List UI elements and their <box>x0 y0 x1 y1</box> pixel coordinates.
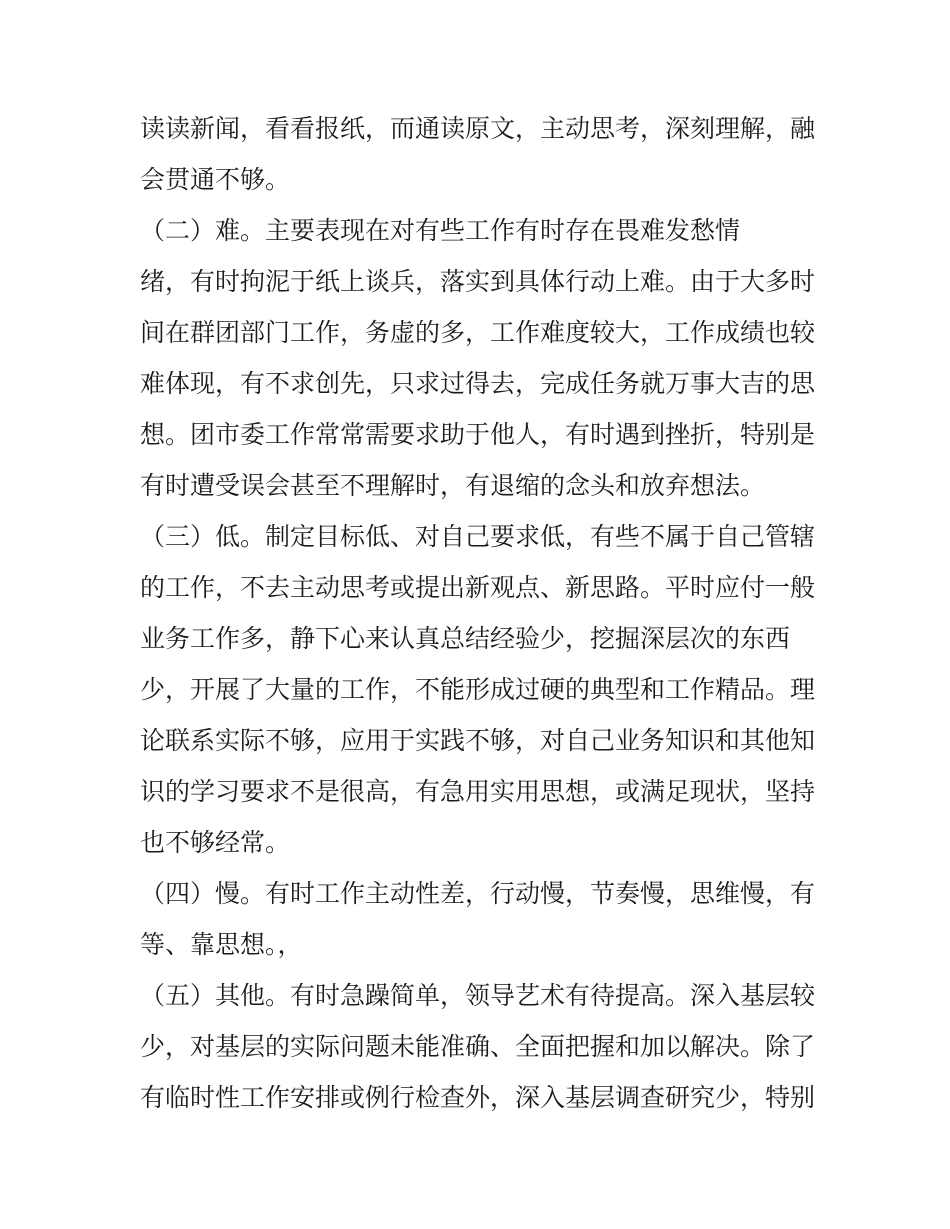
text-line: 想。团市委工作常常需要求助于他人，有时遇到挫折，特别是 <box>140 420 816 449</box>
text-line: （四）慢。有时工作主动性差，行动慢，节奏慢，思维慢，有 <box>140 879 816 908</box>
text-line: 会贯通不够。 <box>140 165 291 194</box>
text-line: 有时遭受误会甚至不理解时，有退缩的念头和放弃想法。 <box>140 471 766 500</box>
text-line: （二）难。主要表现在对有些工作有时存在畏难发愁情 <box>140 216 741 245</box>
text-line: 少，开展了大量的工作，不能形成过硬的典型和工作精品。理 <box>140 675 816 704</box>
text-line: 读读新闻，看看报纸，而通读原文，主动思考，深刻理解，融 <box>140 114 816 143</box>
text-line: 少，对基层的实际问题未能准确、全面把握和加以解决。除了 <box>140 1032 816 1061</box>
text-line: 等、靠思想。， <box>140 930 303 959</box>
text-line: （五）其他。有时急躁简单，领导艺术有待提高。深入基层较 <box>140 981 816 1010</box>
text-line: 的工作，不去主动思考或提出新观点、新思路。平时应付一般 <box>140 573 816 602</box>
text-line: 论联系实际不够，应用于实践不够，对自己业务知识和其他知 <box>140 726 816 755</box>
text-line: （三）低。制定目标低、对自己要求低，有些不属于自己管辖 <box>140 522 816 551</box>
text-line: 间在群团部门工作，务虚的多，工作难度较大，工作成绩也较 <box>140 318 816 347</box>
text-line: 也不够经常。 <box>140 828 291 857</box>
text-line: 难体现，有不求创先，只求过得去，完成任务就万事大吉的思 <box>140 369 816 398</box>
text-line: 绪，有时拘泥于纸上谈兵，落实到具体行动上难。由于大多时 <box>140 267 816 296</box>
text-line: 识的学习要求不是很高，有急用实用思想，或满足现状，坚持 <box>140 777 816 806</box>
text-line: 有临时性工作安排或例行检查外，深入基层调查研究少，特别 <box>140 1083 816 1112</box>
text-line: 业务工作多，静下心来认真总结经验少，挖掘深层次的东西 <box>140 624 791 653</box>
